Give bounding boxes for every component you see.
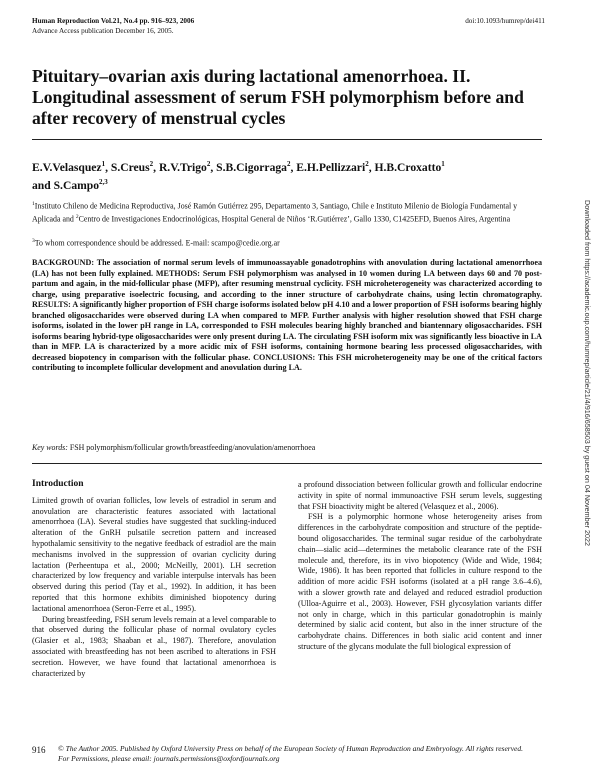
keywords-label: Key words: [32,443,68,452]
body-paragraph: FSH is a polymorphic hormone whose heterogeneity arises from differences in the carbohydrate composition and structure of the peptide-bound oligosaccharides. The terminal sugar residue of the carbohydrate chain—sialic acid—determines the metabolic clearance rate of the FSH molecule and, therefore, its in vivo biopotency (Wide and Wide, 1984; Wide, 1986). It has been reported that follicles in culture respond to the addition of more acidic FSH isoforms (isolated at a pH range 3.6–4.6), with a slower growth rate and delayed and reduced estradiol production (Ulloa-Aguirre et al., 2003). However, FSH glycosylation variants differ not only in charge, which in this particular gonadotrophin is mainly determined by sialic acid content, but also in the inner structure of the carbohydrate chains. Differences in both sialic acid content and inner structure of the glycans modulate the full biological expression of [298,512,542,651]
abstract: BACKGROUND: The association of normal serum levels of immunoassayable gonadotrophins with anovulation during lactational amenorrhoea (LA) has not been fully explained. METHODS: Serum FSH polymorphism was analysed in 10 women during LA between days 60 and 70 post-partum and again, in the mid-follicular phase (MFP), after resuming menstrual cyclicity. FSH microheterogeneity was characterized according to charge, using preparative isoelectric focusing, and according to the inner structure of carbohydrate chains, using lectin chromatography. RESULTS: A significantly higher proportion of FSH charge isoforms isolated below pH 4.10 and a lower proportion of FSH isoforms bearing highly branched oligosaccharides were observed during LA when compared to MFP. Further analysis with higher resolution showed that FSH charge isoforms, isolated in the lower pH range in LA, corresponded to FSH molecules bearing highly branched and biantennary oligosaccharides. FSH isoforms bearing hybrid-type oligosaccharides were only present during LA. The circulating FSH isoform mix was significantly less bioactive in LA than in MFP. LA is characterized by a more acidic mix of FSH isoforms, containing hormone bearing less processed oligosaccharides, with decreased biopotency in comparison with the follicular phase. CONCLUSIONS: This FSH microheterogeneity may be one of the critical factors contributing to incomplete follicular development and anovulation during LA. [32,258,542,372]
body-paragraph: Limited growth of ovarian follicles, low levels of estradiol in serum and anovulation are characteristic features associated with lactational amenorrhoea (LA). Several studies have suggested that suckling-induced alteration of the GnRH pulsatile secretion pattern and increased hypothalamic sensitivity to the negative feedback of estradiol are the main mechanisms involved in the suppression of ovarian cyclicity during lactation (Perheentupa et al., 2000; McNeilly, 2001). LH secretion characterized by low frequency and variable interpulse intervals has been observed during this period (Tay et al., 1992). In addition, it has been reported that this hormone exhibits diminished biopotency during lactational amenorrhoea (Seron-Ferre et al., 1995). [32,495,276,613]
author-list: E.V.Velasquez$^1$, S.Creus$^2$, R.V.Trigo$^2$, S.B.Cigorraga$^2$, E.H.Pellizzari$^2$, H.B.Croxatto$^1$ and S.Campo$^{2,3}$ [32,160,445,193]
title-divider [32,139,542,140]
body-paragraph: During breastfeeding, FSH serum levels remain at a level comparable to that observed during the follicular phase of normal ovulatory cycles (Glasier et al., 1983; Shaaban et al., 1987). Therefore, anovulation associated with breastfeeding has not been ascribed to alterations in FSH secretion. However, we have found that lactational amenorrhoea is characterized by [32,614,276,678]
body-paragraph: a profound dissociation between follicular growth and follicular endocrine activity in spite of normal immunoactive FSH serum levels, suggesting that FSH bioactivity might be altered (Velasquez et al., 2006). [298,480,542,511]
author-name: S.Campo [53,179,100,193]
keywords-divider [32,463,542,464]
download-watermark [582,200,594,740]
keywords-text: FSH polymorphism/follicular growth/breastfeeding/anovulation/amenorrhoea [69,443,316,452]
affiliation-2: Centro de Investigaciones Endocrinológicas, Hospital General de Niños ‘R.Gutiérrez’, Gallo 1330, C1425EFD, Buenos Aires, Argentina [78,214,511,224]
affiliation-1: Instituto Chileno de Medicina Reproductiva, José Ramón Gutiérrez 295, Departamento 3, Santiago, Chile e Instituto Milenio de Biología Fundamental y Aplicada and [32,201,518,224]
author-name: E.V.Velasquez [32,160,102,174]
copyright-footer [58,744,548,764]
download-watermark-text: Downloaded from https://academic.oup.com/humrep/article/21/4/916/658503 by guest on 04 November 2022 [583,200,592,547]
permissions-line: For Permissions, please email: journals.permissions@oxfordjournals.org [58,754,280,763]
page-number: 916 [32,745,46,755]
author-name: S.B.Cigorraga [216,160,287,174]
advance-access-line: Advance Access publication December 16, 2005. [32,26,174,35]
body-column-right [298,480,542,653]
section-heading: Introduction [32,479,84,489]
author-name: S.Creus [110,160,150,174]
journal-citation: Human Reproduction Vol.21, No.4 pp. 916–923, 2006 [32,17,195,25]
body-column-left [32,479,276,679]
journal-header [32,17,194,36]
copyright-line: © The Author 2005. Published by Oxford University Press on behalf of the European Society of Human Reproduction and Embryology. All rights reserved. [58,744,524,753]
doi-label[interactable]: doi:10.1093/humrep/dei411 [465,17,545,25]
author-name: E.H.Pellizzari [296,160,366,174]
author-name: R.V.Trigo [158,160,207,174]
keywords [32,443,542,452]
article-title: Pituitary–ovarian axis during lactational amenorrhoea. II. Longitudinal assessment of serum FSH polymorphism before and after recovery of menstrual cycles [32,66,524,128]
correspondence-note: $^3$To whom correspondence should be addressed. E-mail: scampo@cedie.org.ar [32,238,280,248]
correspondence-text: To whom correspondence should be addressed. E-mail: scampo@cedie.org.ar [34,238,280,248]
author-name: H.B.Croxatto [374,160,442,174]
affiliations: $^1$Instituto Chileno de Medicina Reproductiva, José Ramón Gutiérrez 295, Departamento 3, Santiago, Chile e Instituto Milenio de Biología Fundamental y Aplicada and $^2$Centro de Investigaciones Endocrinológicas, Hospital General de Niños ‘R.Gutiérrez’, Gallo 1330, C1425EFD, Buenos Aires, Argentina [32,201,518,224]
